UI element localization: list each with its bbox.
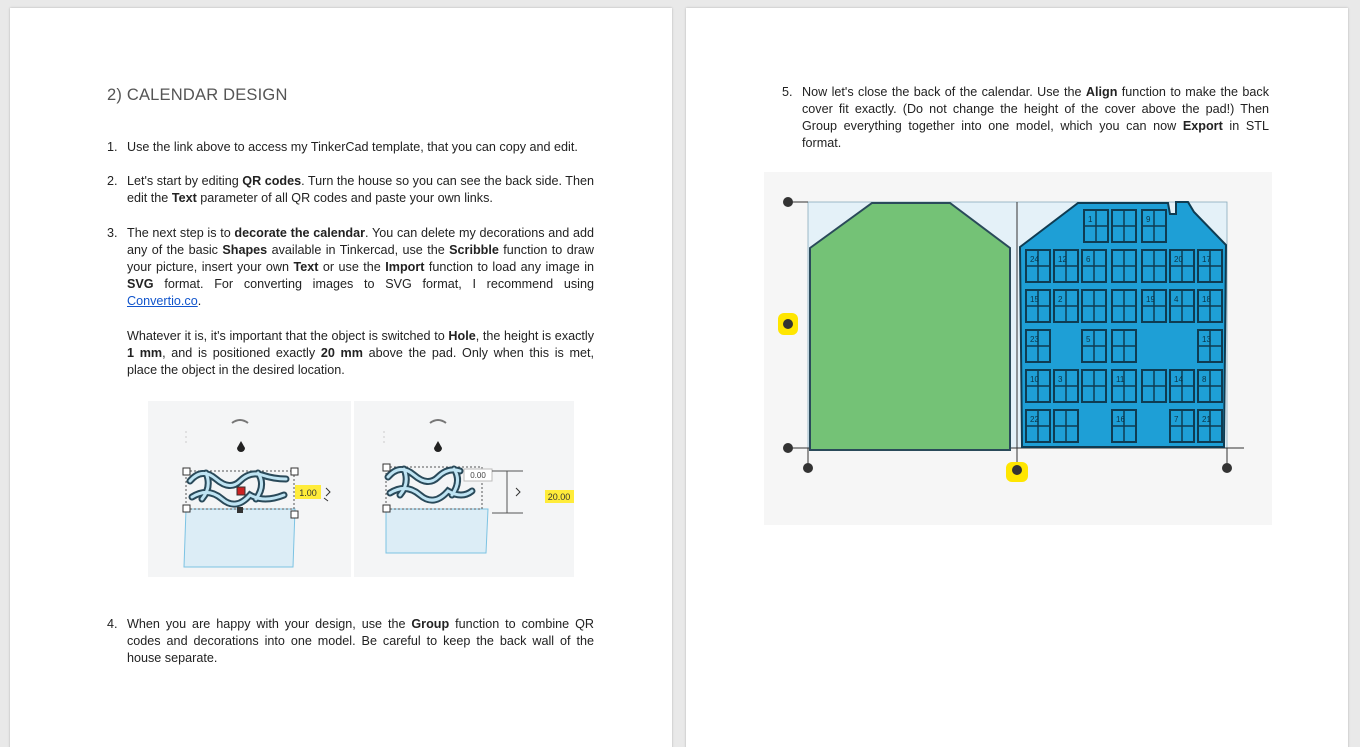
document-page-left xyxy=(10,8,672,747)
door-number: 8 xyxy=(1202,375,1207,384)
align-handle xyxy=(803,463,813,473)
tinkercad-hole-illustration xyxy=(148,401,574,577)
door-number: 1 xyxy=(1088,215,1093,224)
door-number: 3 xyxy=(1058,375,1063,384)
calendar-house-illustration xyxy=(764,172,1272,525)
zero-value-text: 0.00 xyxy=(470,471,486,480)
door-number: 5 xyxy=(1086,335,1091,344)
back-cover-shape xyxy=(810,203,1010,450)
door-number: 17 xyxy=(1202,255,1211,264)
step-5-text: Now let's close the back of the calendar. Use the Align function to make the back cover fit exactly. (Do not change the height of the cover above the pad!) Then Group everything together into one model, which you can now Export in STL format. xyxy=(802,85,1269,150)
tinkercad-hole-figure xyxy=(148,401,574,577)
align-handle-selected xyxy=(783,319,793,329)
align-handle xyxy=(1222,463,1232,473)
door-number: 2 xyxy=(1058,295,1063,304)
align-handle-selected xyxy=(1012,465,1022,475)
door-number: 11 xyxy=(1116,375,1125,384)
door-number: 16 xyxy=(1116,415,1125,424)
door-number: 12 xyxy=(1058,255,1067,264)
step-2-text: Let's start by editing QR codes. Turn the house so you can see the back side. Then edit the Text parameter of all QR codes and paste your own links. xyxy=(127,174,594,205)
door-number: 13 xyxy=(1202,335,1211,344)
door-number: 19 xyxy=(1146,295,1155,304)
door-number: 22 xyxy=(1030,415,1039,424)
door-number: 7 xyxy=(1174,415,1179,424)
door-number: 4 xyxy=(1174,295,1179,304)
align-handle xyxy=(783,197,793,207)
step-5-number: 5. xyxy=(782,85,793,99)
step-2-number: 2. xyxy=(107,174,118,188)
convertio-link[interactable]: Convertio.co xyxy=(127,294,198,308)
step-4-number: 4. xyxy=(107,617,118,631)
section-title: 2) CALENDAR DESIGN xyxy=(107,86,288,104)
step-4-text: When you are happy with your design, use the Group function to combine QR codes and decorations into one model. Be careful to keep the back wall of the house separate. xyxy=(127,617,594,665)
door-number: 20 xyxy=(1174,255,1183,264)
door-number: 6 xyxy=(1086,255,1091,264)
door-number: 21 xyxy=(1202,415,1211,424)
document-page-right xyxy=(686,8,1348,747)
step-3-number: 3. xyxy=(107,226,118,240)
door-number: 23 xyxy=(1030,335,1039,344)
door-number: 24 xyxy=(1030,255,1039,264)
door-number: 9 xyxy=(1146,215,1151,224)
elevation-value-text: 20.00 xyxy=(547,492,571,502)
step-3-text: The next step is to decorate the calendar. You can delete my decorations and add any of the basic Shapes available in Tinkercad, use the Scribble function to draw your picture, insert your own Text or use the Import function to load any image in SVG format. For converting images to SVG format, I recommend using Convertio.co. xyxy=(127,226,595,308)
step-1-text: Use the link above to access my TinkerCad template, that you can copy and edit. xyxy=(127,140,578,154)
door-number: 15 xyxy=(1030,295,1039,304)
step-1-number: 1. xyxy=(107,140,118,154)
door-number: 18 xyxy=(1202,295,1211,304)
door-number: 14 xyxy=(1174,375,1183,384)
height-value-text: 1.00 xyxy=(299,488,317,498)
step-3-hole-note: Whatever it is, it's important that the object is switched to Hole, the height is exactly 1 mm, and is positioned exactly 20 mm above the pad. Only when this is met, place the object in the desired location. xyxy=(127,329,595,377)
door-number: 10 xyxy=(1030,375,1039,384)
align-handle xyxy=(783,443,793,453)
calendar-align-figure xyxy=(764,172,1272,525)
